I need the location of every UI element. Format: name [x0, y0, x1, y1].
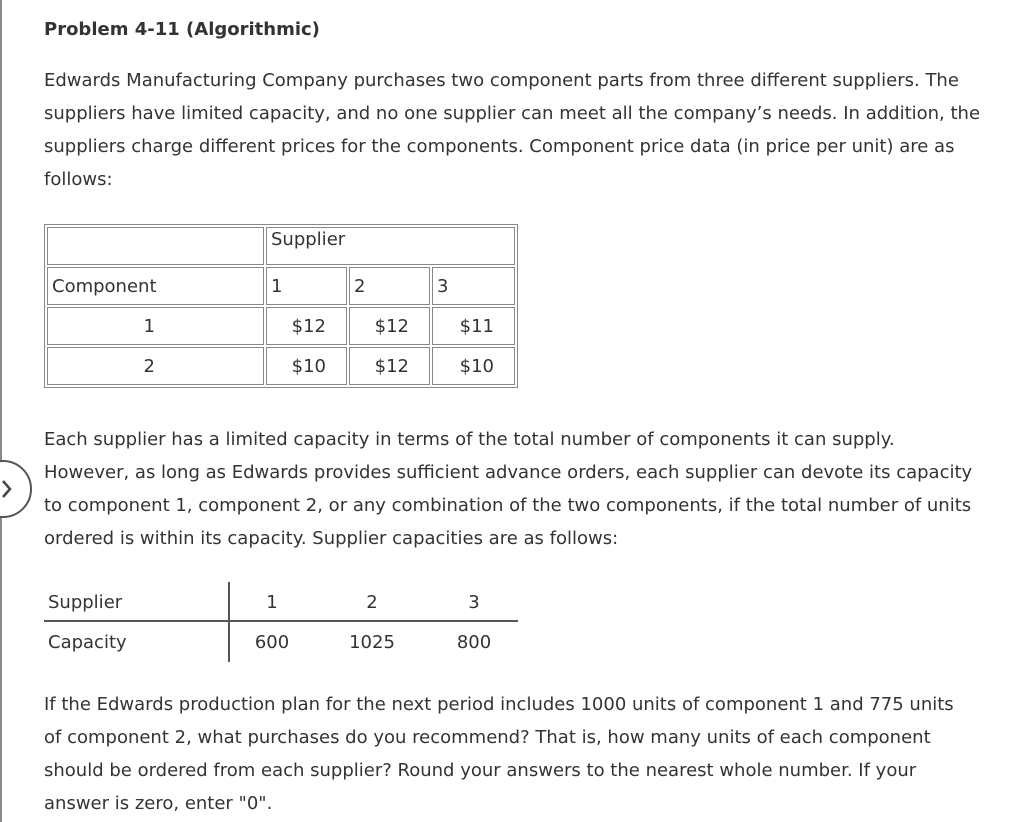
price-cell: $10	[432, 347, 515, 385]
capacity-cell: 800	[456, 632, 492, 653]
capacity-cell: 600	[254, 632, 290, 653]
price-cell: $12	[266, 307, 347, 345]
chevron-right-icon	[2, 480, 12, 498]
table-row	[47, 307, 515, 345]
previous-nav-button[interactable]	[0, 460, 32, 518]
table-divider-horizontal	[44, 620, 518, 622]
price-cell: $11	[432, 307, 515, 345]
supplier-1-header: 1	[266, 267, 347, 305]
supplier-row-header: Supplier	[48, 592, 123, 613]
question-paragraph: If the Edwards production plan for the next period includes 1000 units of component 1 and 775 units of component 2, what purchases do you recommend? That is, how many units of each component should be ordered from each supplier? Round your answers to the nearest whole number. If your answer is zero, enter "0".	[44, 694, 954, 814]
capacity-cell: 1025	[349, 632, 395, 653]
capacity-row-header: Capacity	[48, 632, 127, 653]
supplier-3-label: 3	[468, 592, 480, 613]
component-header: Component	[47, 267, 264, 305]
supplier-header: Supplier	[266, 227, 515, 265]
problem-title: Problem 4-11 (Algorithmic)	[44, 19, 320, 40]
price-cell: $12	[349, 307, 430, 345]
price-cell: $12	[349, 347, 430, 385]
component-label: 2	[47, 347, 264, 385]
intro-paragraph: Edwards Manufacturing Company purchases two component parts from three different suppliers. The suppliers have limited capacity, and no one supplier can meet all the company’s needs. In addition, the suppliers charge different prices for the components. Component price data (in price per unit) are as follows:	[44, 70, 981, 190]
table-divider-vertical	[228, 582, 230, 662]
price-table-column-row	[47, 267, 515, 305]
table-row	[47, 347, 515, 385]
supplier-1-label: 1	[266, 592, 278, 613]
component-price-table	[44, 224, 518, 388]
supplier-2-header: 2	[349, 267, 430, 305]
price-cell: $10	[266, 347, 347, 385]
capacity-intro-paragraph: Each supplier has a limited capacity in terms of the total number of components it can supply. However, as long as Edwards provides sufficient advance orders, each supplier can devote its capacity to component 1, component 2, or any combination of the two components, if the total number of units ordered is within its capacity. Supplier capacities are as follows:	[44, 429, 973, 549]
left-border	[0, 0, 2, 822]
component-label: 1	[47, 307, 264, 345]
empty-header-cell	[47, 227, 264, 265]
supplier-2-label: 2	[366, 592, 378, 613]
price-table-supplier-header-row	[47, 227, 515, 265]
supplier-3-header: 3	[432, 267, 515, 305]
